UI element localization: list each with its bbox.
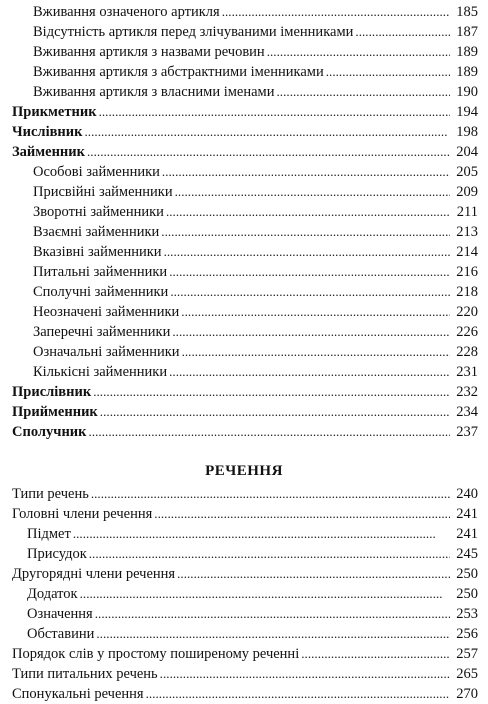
toc-entry-label: Другорядні члени речення [12, 566, 176, 582]
toc-entry-label: Прийменник [12, 404, 98, 420]
toc-entry-label: Вживання артикля з абстрактними іменниками [33, 64, 324, 80]
toc-entry[interactable] [0, 282, 488, 302]
toc-entry-label: Підмет [27, 526, 71, 542]
toc-leader-dots [301, 644, 450, 664]
toc-page-number: 257 [456, 646, 478, 662]
toc-page-number: 220 [456, 304, 478, 320]
toc-page-number: 232 [456, 384, 478, 400]
toc-page-number: 205 [456, 164, 478, 180]
toc-leader-dots [164, 242, 450, 262]
toc-page-number: 226 [456, 324, 478, 340]
toc-entry-label: Означальні займенники [33, 344, 180, 360]
toc-entry-label: Особові займенники [33, 164, 160, 180]
toc-entry-label: Додаток [27, 586, 78, 602]
toc-leader-dots [95, 604, 450, 624]
toc-entry-label: Відсутність артикля перед злічуваними іменниками [33, 24, 354, 40]
toc-page-number: 241 [456, 506, 478, 522]
toc-leader-dots [169, 262, 450, 282]
toc-leader-dots [162, 162, 450, 182]
toc-leader-dots [166, 202, 450, 222]
toc-entry-label: Числівник [12, 124, 83, 140]
toc-entry-label: Сполучник [12, 424, 87, 440]
toc-leader-dots [172, 322, 450, 342]
toc-entry[interactable] [0, 62, 488, 82]
toc-page-number: 250 [456, 586, 478, 602]
toc-entry-label: Вказівні займенники [33, 244, 162, 260]
toc-entry[interactable] [0, 262, 488, 282]
toc-leader-dots [80, 584, 450, 604]
toc-page-number: 204 [456, 144, 478, 160]
toc-leader-dots [175, 182, 450, 202]
toc-entry-label: Присвійні займенники [33, 184, 173, 200]
toc-entry[interactable] [0, 362, 488, 382]
toc-page-number: 241 [456, 526, 478, 542]
toc-entry[interactable] [0, 222, 488, 242]
toc-leader-dots [73, 524, 450, 544]
toc-page-number: 234 [456, 404, 478, 420]
toc-leader-dots [182, 342, 450, 362]
toc-leader-dots [170, 282, 450, 302]
toc-entry[interactable] [0, 504, 488, 524]
toc-leader-dots [89, 544, 450, 564]
toc-entry[interactable] [0, 664, 488, 684]
toc-leader-dots [96, 624, 450, 644]
toc-page-number: 209 [456, 184, 478, 200]
toc-leader-dots [181, 302, 450, 322]
toc-page-number: 213 [456, 224, 478, 240]
toc-entry-label: Присудок [27, 546, 87, 562]
toc-entry-label: Означення [27, 606, 93, 622]
toc-entry-label: Сполучні займенники [33, 284, 169, 300]
toc-page-number: 218 [456, 284, 478, 300]
toc-leader-dots [89, 422, 450, 442]
toc-leader-dots [154, 504, 450, 524]
toc-page-number: 198 [456, 124, 478, 140]
toc-leader-dots [326, 62, 450, 82]
toc-entry-label: Питальні займенники [33, 264, 168, 280]
toc-entry[interactable] [0, 42, 488, 62]
toc-entry[interactable] [0, 142, 488, 162]
toc-entry-label: Заперечні займенники [33, 324, 171, 340]
toc-entry[interactable] [0, 422, 488, 442]
toc-entry[interactable] [0, 524, 488, 544]
toc-entry-label: Займенник [12, 144, 85, 160]
toc-page-number: 270 [456, 686, 478, 702]
toc-entry[interactable] [0, 302, 488, 322]
toc-part1 [0, 2, 488, 442]
toc-page-number: 237 [456, 424, 478, 440]
toc-page-number: 253 [456, 606, 478, 622]
toc-page-number: 185 [456, 4, 478, 20]
toc-entry-label: Кількісні займенники [33, 364, 168, 380]
toc-entry-label: Неозначені займенники [33, 304, 180, 320]
toc-leader-dots [177, 564, 450, 584]
toc-page-number: 214 [456, 244, 478, 260]
toc-entry-label: Вживання артикля з власними іменами [33, 84, 275, 100]
toc-entry-label: Прислівник [12, 384, 92, 400]
toc-page-number: 211 [456, 204, 478, 220]
toc-entry-label: Вживання означеного артикля [33, 4, 220, 20]
toc-page-number: 240 [456, 486, 478, 502]
toc-leader-dots [99, 102, 450, 122]
toc-leader-dots [85, 122, 451, 142]
toc-leader-dots [267, 42, 450, 62]
toc-entry[interactable] [0, 122, 488, 142]
toc-page-number: 265 [456, 666, 478, 682]
toc-entry-label: Вживання артикля з назвами речовин [33, 44, 265, 60]
toc-entry[interactable] [0, 624, 488, 644]
toc-entry[interactable] [0, 402, 488, 422]
toc-entry-label: Порядок слів у простому поширеному реченні [12, 646, 300, 662]
toc-part2 [0, 484, 488, 704]
toc-entry-label: Головні члени речення [12, 506, 153, 522]
toc-leader-dots [100, 402, 450, 422]
toc-entry[interactable] [0, 182, 488, 202]
toc-entry[interactable] [0, 544, 488, 564]
toc-entry[interactable] [0, 2, 488, 22]
toc-page-number: 190 [456, 84, 478, 100]
toc-page-number: 194 [456, 104, 478, 120]
toc-entry[interactable] [0, 684, 488, 704]
toc-page-number: 256 [456, 626, 478, 642]
toc-entry[interactable] [0, 644, 488, 664]
toc-entry[interactable] [0, 22, 488, 42]
toc-leader-dots [93, 382, 450, 402]
toc-entry-label: Зворотні займенники [33, 204, 164, 220]
toc-leader-dots [160, 664, 450, 684]
toc-leader-dots [161, 222, 450, 242]
toc-entry-label: Типи питальних речень [12, 666, 158, 682]
toc-page-number: 231 [456, 364, 478, 380]
toc-entry[interactable] [0, 564, 488, 584]
toc-entry-label: Типи речень [12, 486, 89, 502]
toc-entry-label: Спонукальні речення [12, 686, 144, 702]
toc-page-number: 187 [456, 24, 478, 40]
toc-entry[interactable] [0, 382, 488, 402]
toc-entry-label: Взаємні займенники [33, 224, 160, 240]
toc-page-number: 250 [456, 566, 478, 582]
toc-entry-label: Прикметник [12, 104, 97, 120]
toc-entry[interactable] [0, 342, 488, 362]
toc-page-number: 189 [456, 44, 478, 60]
toc-entry[interactable] [0, 484, 488, 504]
toc-entry[interactable] [0, 102, 488, 122]
toc-leader-dots [91, 484, 450, 504]
toc-entry[interactable] [0, 322, 488, 342]
toc-entry-label: Обставини [27, 626, 95, 642]
toc-leader-dots [277, 82, 451, 102]
toc-entry[interactable] [0, 202, 488, 222]
toc-page-number: 189 [456, 64, 478, 80]
toc-page-number: 228 [456, 344, 478, 360]
toc-entry[interactable] [0, 584, 488, 604]
toc-entry[interactable] [0, 604, 488, 624]
toc-leader-dots [222, 2, 450, 22]
toc-entry[interactable] [0, 82, 488, 102]
toc-leader-dots [169, 362, 450, 382]
toc-leader-dots [146, 684, 450, 704]
toc-entry[interactable] [0, 162, 488, 182]
toc-page-number: 216 [456, 264, 478, 280]
toc-entry[interactable] [0, 242, 488, 262]
toc-page-number: 245 [456, 546, 478, 562]
section-title: РЕЧЕННЯ [205, 463, 283, 479]
toc-leader-dots [355, 22, 450, 42]
toc-leader-dots [87, 142, 450, 162]
